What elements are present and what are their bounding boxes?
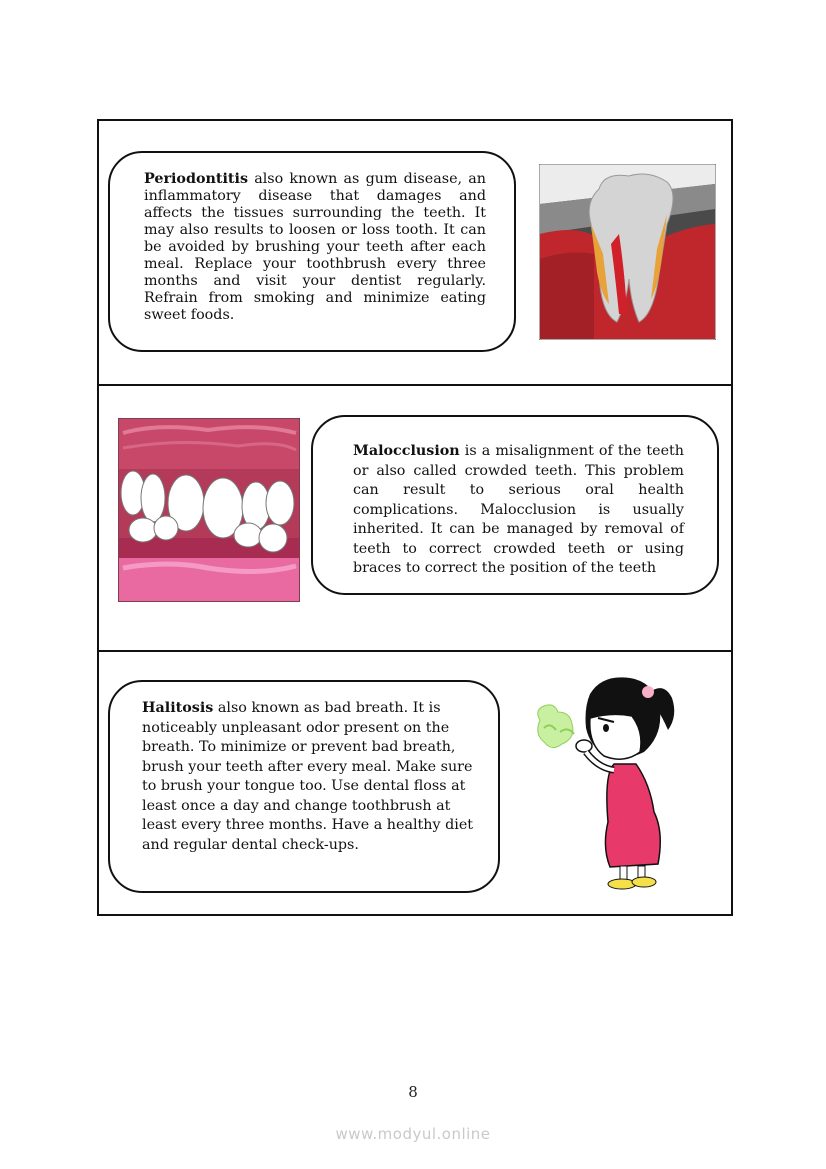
halitosis-paragraph — [142, 699, 478, 855]
periodontitis-term: Periodontitis — [144, 171, 249, 187]
page-number: 8 — [408, 1083, 418, 1101]
malocclusion-text: is a misalignment of the teeth or also called crowded teeth. This problem can result to serious oral health complications. Malocclusion is usually inherited. It can be managed by removal of teeth to correct crowded teeth or using braces to correct the position of the teeth — [353, 443, 684, 576]
malocclusion-paragraph — [353, 442, 684, 579]
diseased-tooth-icon — [539, 164, 716, 340]
watermark: www.modyul.online — [335, 1125, 491, 1143]
malocclusion-term: Malocclusion — [353, 443, 460, 459]
periodontitis-text: also known as gum disease, an inflammatory disease that damages and affects the tissues surrounding the teeth. It may also results to loosen or loss tooth. It can be avoided by brushing your teeth after each meal. Replace your toothbrush every three months and visit your dentist regularly. Refrain from smoking and minimize eating sweet foods. — [144, 171, 486, 323]
crowded-teeth-icon — [118, 418, 300, 602]
periodontitis-bubble — [108, 151, 516, 352]
section-divider — [99, 650, 731, 652]
periodontitis-paragraph — [144, 171, 486, 324]
malocclusion-bubble — [311, 415, 719, 595]
girl-bad-breath-icon — [532, 672, 682, 894]
halitosis-term: Halitosis — [142, 700, 214, 716]
halitosis-bubble — [108, 680, 500, 893]
section-divider — [99, 384, 731, 386]
halitosis-text: also known as bad breath. It is noticeably unpleasant odor present on the breath. To minimize or prevent bad breath, brush your teeth after every meal. Make sure to brush your tongue too. Use dental floss at least once a day and change toothbrush at least every three months. Have a healthy diet and regular dental check-ups. — [142, 700, 474, 853]
